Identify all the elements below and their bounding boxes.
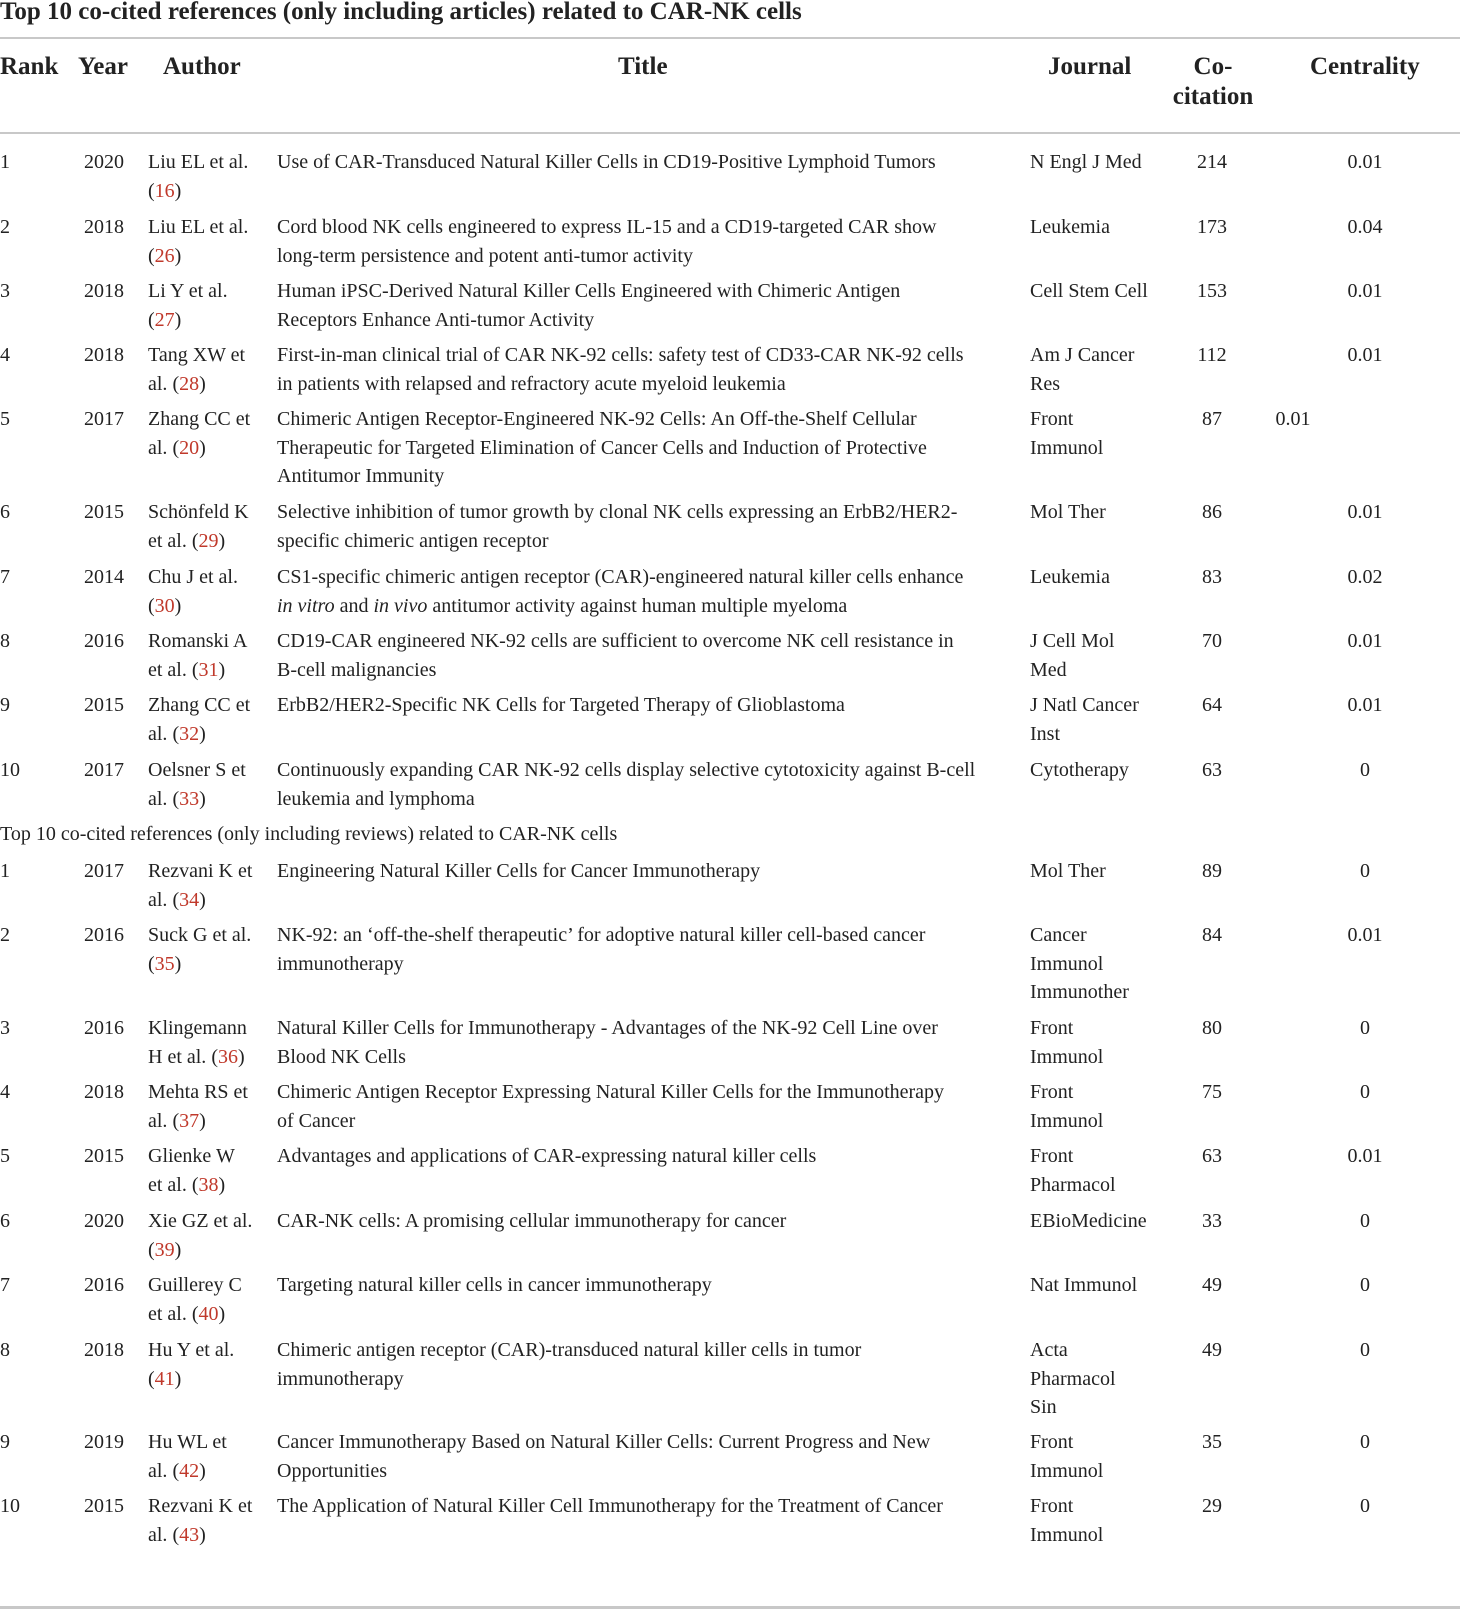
cocitation-cell: 35	[1202, 1431, 1222, 1453]
section-label-reviews: Top 10 co-cited references (only including reviews) related to CAR-NK cells	[0, 823, 618, 845]
journal-name: Immunol	[1030, 1109, 1104, 1132]
year-cell: 2015	[84, 1495, 124, 1517]
cocitation-cell: 153	[1197, 280, 1227, 302]
author-cell: Xie GZ et al. (39)	[148, 1210, 253, 1261]
author-name: Glienke W	[148, 1145, 235, 1167]
journal-cell	[1030, 148, 1166, 177]
author-name-continued: al.	[148, 722, 168, 745]
cocitation-cell: 49	[1202, 1274, 1222, 1296]
rank-cell: 9	[0, 1431, 10, 1453]
cocitation-cell: 87	[1202, 408, 1222, 430]
table-row	[0, 1271, 1460, 1325]
rank-cell: 2	[0, 924, 10, 946]
author-name-continued: al.	[148, 1459, 168, 1482]
column-header-rank: Rank	[0, 53, 59, 80]
author-name-continued: al.	[148, 888, 168, 911]
author-name: Klingemann	[148, 1017, 247, 1039]
journal-name: Immunol	[1030, 436, 1104, 459]
title-text: Chimeric Antigen Receptor Expressing Natural Killer Cells for the Immunotherapy	[277, 1081, 945, 1103]
author-name-continued: et al.	[148, 658, 187, 681]
title-text: CD19-CAR engineered NK-92 cells are sufficient to overcome NK cell resistance in	[277, 630, 954, 652]
author-cell: Li Y et al. (27)	[148, 280, 228, 331]
reference-link[interactable]: 33	[179, 787, 200, 810]
title-text: Cancer Immunotherapy Based on Natural Killer Cells: Current Progress and New	[277, 1431, 931, 1453]
title-text: CAR-NK cells: A promising cellular immunotherapy for cancer	[277, 1210, 787, 1232]
journal-cell	[1030, 277, 1166, 306]
author-cell: Schönfeld K et al. (29)	[148, 501, 249, 552]
title-text: in patients with relapsed and refractory acute myeloid leukemia	[277, 372, 786, 395]
centrality-cell: 0.01	[1347, 280, 1383, 302]
title-text: NK-92: an ‘off-the-shelf therapeutic’ for adoptive natural killer cell-based cancer	[277, 924, 926, 946]
title-text: Selective inhibition of tumor growth by clonal NK cells expressing an ErbB2/HER2-	[277, 501, 958, 523]
journal-name: Cell Stem Cell	[1030, 280, 1148, 302]
table-row	[0, 1142, 1460, 1196]
author-name: Suck G et al.	[148, 924, 252, 946]
author-cell: Klingemann H et al. (36)	[148, 1017, 247, 1068]
centrality-cell: 0.02	[1347, 566, 1383, 588]
year-cell: 2019	[84, 1431, 124, 1453]
author-name: Liu EL et al.	[148, 151, 249, 173]
rank-cell: 6	[0, 501, 10, 523]
rank-cell: 1	[0, 860, 10, 882]
cocitation-cell: 63	[1202, 759, 1222, 781]
reference-link[interactable]: 37	[179, 1109, 200, 1132]
table-row	[0, 1428, 1460, 1482]
year-cell: 2017	[84, 860, 124, 882]
reference-link[interactable]: 16	[154, 179, 175, 202]
title-text: Receptors Enhance Anti-tumor Activity	[277, 308, 595, 331]
cocitation-cell: 83	[1202, 566, 1222, 588]
centrality-cell: 0	[1360, 1274, 1370, 1296]
journal-name: EBioMedicine	[1030, 1210, 1147, 1232]
year-cell: 2016	[84, 1017, 124, 1039]
title-text: Antitumor Immunity	[277, 465, 445, 487]
rank-cell: 9	[0, 694, 10, 716]
rank-cell: 8	[0, 1339, 10, 1361]
author-cell: Suck G et al. (35)	[148, 924, 252, 975]
table-row	[0, 1014, 1460, 1068]
author-name: Liu EL et al.	[148, 216, 249, 238]
author-cell: Liu EL et al. (26)	[148, 216, 249, 267]
author-name-continued: al.	[148, 372, 168, 395]
table-row	[0, 1207, 1460, 1261]
journal-cell	[1030, 921, 1166, 1007]
journal-name: Immunol	[1030, 952, 1104, 975]
year-cell: 2018	[84, 280, 124, 302]
table-caption: Top 10 co-cited references (only including articles) related to CAR-NK cells	[0, 0, 802, 25]
table-row	[0, 857, 1460, 911]
column-header-cocitation-line2: citation	[1172, 83, 1254, 110]
title-text: Opportunities	[277, 1459, 387, 1482]
year-cell: 2018	[84, 1081, 124, 1103]
author-cell: Zhang CC et al. (20)	[148, 408, 251, 459]
title-text: long-term persistence and potent anti-tumor activity	[277, 244, 693, 267]
journal-name: J Natl Cancer	[1030, 694, 1139, 716]
rank-cell: 5	[0, 408, 10, 430]
author-name: Li Y et al.	[148, 280, 228, 302]
author-name: Schönfeld K	[148, 501, 249, 523]
journal-cell	[1030, 691, 1166, 748]
title-text: antitumor activity against human multiple myeloma	[427, 594, 848, 617]
reference-link[interactable]: 20	[179, 436, 200, 459]
author-cell: Tang XW et al. (28)	[148, 344, 246, 395]
rank-cell: 6	[0, 1210, 10, 1232]
author-cell: Hu WL et al. (42)	[148, 1431, 227, 1482]
title-italic-term: in vivo	[373, 594, 428, 617]
author-name: Romanski A	[148, 630, 248, 652]
table-row	[0, 341, 1460, 395]
year-cell: 2018	[84, 1339, 124, 1361]
author-name-continued: al.	[148, 1523, 168, 1546]
centrality-cell: 0	[1360, 860, 1370, 882]
journal-name: Front	[1030, 1081, 1074, 1103]
year-cell: 2016	[84, 1274, 124, 1296]
title-text: Targeting natural killer cells in cancer immunotherapy	[277, 1274, 712, 1296]
reference-link[interactable]: 39	[154, 1238, 175, 1261]
year-cell: 2017	[84, 408, 124, 430]
centrality-cell: 0	[1360, 1210, 1370, 1232]
author-name-continued: H et al.	[148, 1045, 207, 1068]
year-cell: 2015	[84, 1145, 124, 1167]
author-name: Tang XW et	[148, 344, 246, 366]
column-header-year: Year	[78, 53, 128, 80]
author-name: Xie GZ et al.	[148, 1210, 253, 1232]
table-row	[0, 1078, 1460, 1132]
year-cell: 2018	[84, 344, 124, 366]
author-name-continued: al.	[148, 787, 168, 810]
title-text: and	[334, 594, 374, 617]
title-text: Chimeric Antigen Receptor-Engineered NK-92 Cells: An Off-the-Shelf Cellular	[277, 408, 917, 430]
year-cell: 2018	[84, 216, 124, 238]
journal-name: Mol Ther	[1030, 501, 1106, 523]
table-row	[0, 756, 1460, 810]
reference-link[interactable]: 28	[179, 372, 200, 395]
journal-name: Immunother	[1030, 981, 1129, 1003]
table-row	[0, 277, 1460, 331]
journal-name: Front	[1030, 1017, 1074, 1039]
reference-link[interactable]: 26	[154, 244, 175, 267]
journal-cell	[1030, 756, 1166, 785]
cocitation-cell: 29	[1202, 1495, 1222, 1517]
author-name: Rezvani K et	[148, 860, 253, 882]
journal-name: Sin	[1030, 1396, 1057, 1418]
journal-cell	[1030, 405, 1166, 462]
author-name: Zhang CC et	[148, 408, 251, 430]
cocitation-cell: 89	[1202, 860, 1222, 882]
centrality-cell: 0.01	[1347, 501, 1383, 523]
journal-name: Nat Immunol	[1030, 1274, 1138, 1296]
author-name: Chu J et al.	[148, 566, 238, 588]
title-text: Therapeutic for Targeted Elimination of Cancer Cells and Induction of Protective	[277, 436, 927, 459]
title-text: First-in-man clinical trial of CAR NK-92 cells: safety test of CD33-CAR NK-92 cells	[277, 344, 964, 366]
journal-name: Med	[1030, 658, 1067, 681]
column-header-cocitation	[1168, 52, 1258, 112]
centrality-cell: 0	[1360, 1431, 1370, 1453]
column-header-centrality: Centrality	[1310, 53, 1420, 80]
title-text: Chimeric antigen receptor (CAR)-transduced natural killer cells in tumor	[277, 1339, 862, 1361]
author-name-continued: al.	[148, 436, 168, 459]
table-row	[0, 1336, 1460, 1418]
journal-name: Immunol	[1030, 1045, 1104, 1068]
journal-cell	[1030, 498, 1166, 527]
author-name-continued: et al.	[148, 529, 187, 552]
author-name: Oelsner S et	[148, 759, 246, 781]
author-name-continued: al.	[148, 1109, 168, 1132]
author-name: Hu Y et al.	[148, 1339, 235, 1361]
title-text: immunotherapy	[277, 1367, 404, 1390]
journal-name: Immunol	[1030, 1523, 1104, 1546]
author-name: Rezvani K et	[148, 1495, 253, 1517]
journal-name: J Cell Mol	[1030, 630, 1115, 652]
cocitation-cell: 173	[1197, 216, 1227, 238]
centrality-cell: 0.01	[1347, 694, 1383, 716]
author-cell: Zhang CC et al. (32)	[148, 694, 251, 745]
journal-name: Pharmacol	[1030, 1173, 1116, 1196]
year-cell: 2014	[84, 566, 124, 588]
column-header-author: Author	[163, 53, 241, 80]
reference-link[interactable]: 35	[154, 952, 175, 975]
cocitation-cell: 75	[1202, 1081, 1222, 1103]
author-cell: Hu Y et al. (41)	[148, 1339, 235, 1390]
title-text: B-cell malignancies	[277, 658, 437, 681]
author-name: Guillerey C	[148, 1274, 242, 1296]
rank-cell: 5	[0, 1145, 10, 1167]
year-cell: 2015	[84, 694, 124, 716]
title-text: Human iPSC-Derived Natural Killer Cells Engineered with Chimeric Antigen	[277, 280, 901, 302]
journal-cell	[1030, 1492, 1166, 1549]
title-text: Continuously expanding CAR NK-92 cells display selective cytotoxicity against B-cell	[277, 759, 976, 781]
rank-cell: 3	[0, 1017, 10, 1039]
author-name: Hu WL et	[148, 1431, 227, 1453]
table-row	[0, 213, 1460, 267]
cocitation-cell: 64	[1202, 694, 1222, 716]
journal-name: Mol Ther	[1030, 860, 1106, 882]
reference-link[interactable]: 40	[198, 1302, 219, 1325]
cocitation-cell: 84	[1202, 924, 1222, 946]
centrality-cell: 0.01	[1347, 1145, 1383, 1167]
rank-cell: 10	[0, 759, 20, 781]
rank-cell: 4	[0, 344, 10, 366]
journal-name: Front	[1030, 1495, 1074, 1517]
centrality-cell: 0.01	[1347, 924, 1383, 946]
year-cell: 2016	[84, 924, 124, 946]
author-cell: Chu J et al. (30)	[148, 566, 238, 617]
column-header-title: Title	[618, 53, 668, 80]
column-header-cocitation-line1: Co-	[1193, 53, 1233, 80]
journal-cell	[1030, 627, 1166, 684]
reference-link[interactable]: 34	[179, 888, 200, 911]
cocitation-cell: 63	[1202, 1145, 1222, 1167]
bottom-rule	[0, 1606, 1460, 1609]
journal-name: Pharmacol	[1030, 1367, 1116, 1390]
author-name-continued: et al.	[148, 1173, 187, 1196]
table-row	[0, 405, 1460, 487]
journal-cell	[1030, 1271, 1166, 1300]
journal-name: Leukemia	[1030, 216, 1110, 238]
cocitation-cell: 80	[1202, 1017, 1222, 1039]
author-cell: Rezvani K et al. (43)	[148, 1495, 253, 1546]
reference-link[interactable]: 31	[198, 658, 219, 681]
centrality-cell: 0.01	[1347, 344, 1383, 366]
table-row	[0, 148, 1460, 202]
header-rule	[0, 132, 1460, 134]
author-name: Zhang CC et	[148, 694, 251, 716]
title-text: Blood NK Cells	[277, 1045, 406, 1068]
author-cell: Glienke W et al. (38)	[148, 1145, 235, 1196]
journal-name: Immunol	[1030, 1459, 1104, 1482]
centrality-cell: 0.04	[1347, 216, 1383, 238]
author-cell: Rezvani K et al. (34)	[148, 860, 253, 911]
journal-name: Front	[1030, 408, 1074, 430]
journal-cell	[1030, 213, 1166, 242]
top-rule	[0, 37, 1460, 39]
title-text: immunotherapy	[277, 952, 404, 975]
title-text: leukemia and lymphoma	[277, 787, 475, 810]
author-cell: Romanski A et al. (31)	[148, 630, 248, 681]
journal-cell	[1030, 1142, 1166, 1199]
journal-cell	[1030, 857, 1166, 886]
rank-cell: 4	[0, 1081, 10, 1103]
reference-link[interactable]: 42	[179, 1459, 200, 1482]
journal-name: Leukemia	[1030, 566, 1110, 588]
journal-name: Front	[1030, 1431, 1074, 1453]
year-cell: 2020	[84, 151, 124, 173]
author-cell: Mehta RS et al. (37)	[148, 1081, 248, 1132]
centrality-cell: 0	[1360, 1495, 1370, 1517]
journal-name: Res	[1030, 372, 1060, 395]
author-name-continued: et al.	[148, 1302, 187, 1325]
title-text: The Application of Natural Killer Cell Immunotherapy for the Treatment of Cancer	[277, 1495, 943, 1517]
cocitation-cell: 49	[1202, 1339, 1222, 1361]
rank-cell: 8	[0, 630, 10, 652]
centrality-cell: 0	[1360, 759, 1370, 781]
title-text: CS1-specific chimeric antigen receptor (CAR)-engineered natural killer cells enhance	[277, 566, 964, 588]
journal-name: N Engl J Med	[1030, 151, 1142, 173]
journal-cell	[1030, 1336, 1166, 1422]
title-text: Engineering Natural Killer Cells for Cancer Immunotherapy	[277, 860, 761, 882]
journal-cell	[1030, 1078, 1166, 1135]
author-cell: Oelsner S et al. (33)	[148, 759, 246, 810]
title-text: of Cancer	[277, 1109, 356, 1132]
centrality-cell: 0	[1360, 1081, 1370, 1103]
year-cell: 2020	[84, 1210, 124, 1232]
journal-cell	[1030, 563, 1166, 592]
cocitation-cell: 33	[1202, 1210, 1222, 1232]
centrality-cell: 0.01	[1347, 151, 1383, 173]
journal-name: Acta	[1030, 1339, 1068, 1361]
journal-name: Front	[1030, 1145, 1074, 1167]
rank-cell: 7	[0, 566, 10, 588]
year-cell: 2017	[84, 759, 124, 781]
reference-link[interactable]: 27	[154, 308, 175, 331]
rank-cell: 1	[0, 151, 10, 173]
table-row	[0, 921, 1460, 1003]
table-row	[0, 691, 1460, 745]
title-italic-term: in vitro	[277, 594, 335, 617]
table-row	[0, 498, 1460, 552]
reference-link[interactable]: 43	[179, 1523, 200, 1546]
title-text: specific chimeric antigen receptor	[277, 529, 549, 552]
centrality-cell: 0.01	[1347, 630, 1383, 652]
reference-link[interactable]: 36	[217, 1045, 238, 1068]
rank-cell: 7	[0, 1274, 10, 1296]
author-cell: Guillerey C et al. (40)	[148, 1274, 242, 1325]
cocitation-cell: 112	[1197, 344, 1227, 366]
title-text: Cord blood NK cells engineered to express IL-15 and a CD19-targeted CAR show	[277, 216, 937, 238]
cocitation-cell: 70	[1202, 630, 1222, 652]
table-row	[0, 627, 1460, 681]
centrality-cell: 0	[1360, 1017, 1370, 1039]
reference-link[interactable]: 29	[198, 529, 219, 552]
author-cell: Liu EL et al. (16)	[148, 151, 249, 202]
title-text: Use of CAR-Transduced Natural Killer Cells in CD19-Positive Lymphoid Tumors	[277, 151, 936, 173]
title-text: Natural Killer Cells for Immunotherapy - Advantages of the NK-92 Cell Line over	[277, 1017, 938, 1039]
centrality-cell: 0.01	[1275, 408, 1311, 430]
rank-cell: 10	[0, 1495, 20, 1517]
table-row	[0, 563, 1460, 617]
reference-link[interactable]: 41	[154, 1367, 175, 1390]
table-row	[0, 1492, 1460, 1546]
rank-cell: 2	[0, 216, 10, 238]
journal-cell	[1030, 1428, 1166, 1485]
journal-name: Cancer	[1030, 924, 1087, 946]
title-text: ErbB2/HER2-Specific NK Cells for Targeted Therapy of Glioblastoma	[277, 694, 845, 716]
reference-link[interactable]: 30	[154, 594, 175, 617]
journal-name: Am J Cancer	[1030, 344, 1135, 366]
centrality-cell: 0	[1360, 1339, 1370, 1361]
reference-link[interactable]: 32	[179, 722, 200, 745]
journal-name: Cytotherapy	[1030, 759, 1129, 781]
journal-cell	[1030, 341, 1166, 398]
journal-cell	[1030, 1014, 1166, 1071]
journal-cell	[1030, 1207, 1166, 1236]
reference-link[interactable]: 38	[198, 1173, 219, 1196]
column-header-journal: Journal	[1048, 53, 1132, 80]
cocitation-cell: 86	[1202, 501, 1222, 523]
year-cell: 2016	[84, 630, 124, 652]
rank-cell: 3	[0, 280, 10, 302]
journal-name: Inst	[1030, 722, 1060, 745]
author-name: Mehta RS et	[148, 1081, 248, 1103]
year-cell: 2015	[84, 501, 124, 523]
cocitation-cell: 214	[1197, 151, 1227, 173]
title-text: Advantages and applications of CAR-expressing natural killer cells	[277, 1145, 817, 1167]
